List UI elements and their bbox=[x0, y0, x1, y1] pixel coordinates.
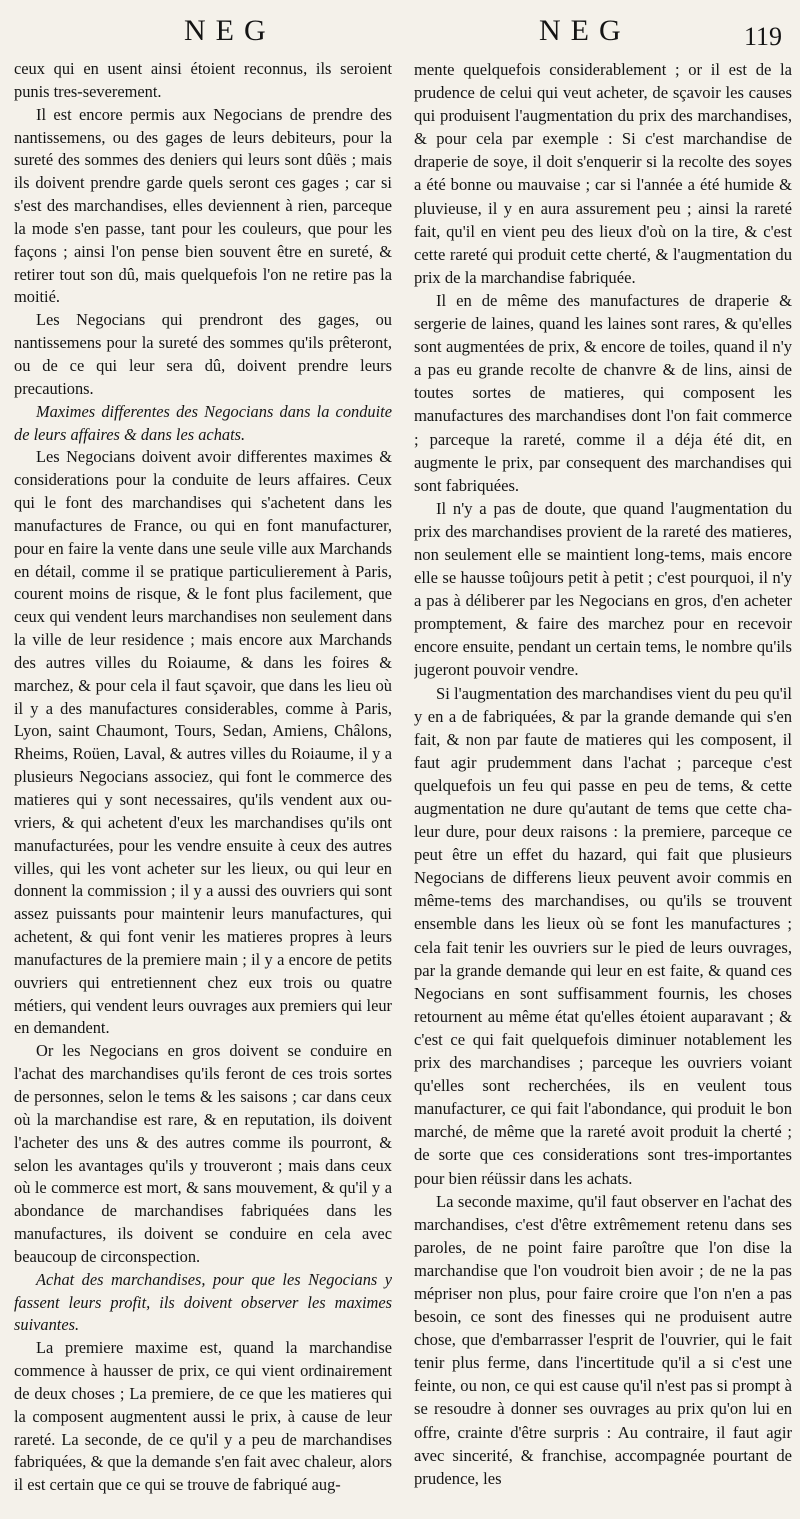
paragraph: Il est encore permis aux Negocians de prendre des nantissemens, ou des gages de leurs debiteurs, pour la sureté des sommes des deniers qui leurs sont dûës ; mais ils doivent prendre garde quels seront ces gages ; car si s'est des marchandises, elles deviennent à rien, parceque la mode s'en passe, tant pour les couleurs, que pour les façons ; ainsi l'on pense bien souvent être en sureté, & retirer tout son dû, mais quelquefois l'on ne retire pas la moitié. bbox=[14, 104, 392, 307]
paragraph: mente quelquefois considerablement ; or il est de la prudence de celui qui veut acheter, de sçavoir les causes qui produisent l'augmentation du prix des marchandises, & pour cela par exemple : Si c'est marchandise de draperie de soye, il doit s'enquerir si la recolte des soyes a été bonne ou mauvaise ; car si l'année a été humide & pluvieuse, il y en aura assurement peu ; ainsi la rareté fait, qu'il en vient peu des lieux d'où on la tire, & c'est cette rareté qui produit cette cherté, & l'augmentation du prix de la marchandise fabriquée. bbox=[414, 60, 792, 287]
right-column bbox=[414, 58, 792, 1511]
paragraph: Il n'y a pas de doute, que quand l'augmentation du prix des marchandises provient de la rareté des matieres, non seulement elle se maintient long-tems, mais encore elle se hausse toûjours petit à petit ; c'est pourquoi, il n'y a pas à déliberer par les Negocians en gros, d'en acheter promptement, & faire des marchez pour en recevoir encore ensuite, pendant un certain tems, le nombre qu'ils jugeront pouvoir vendre. bbox=[414, 498, 792, 680]
paragraph: ceux qui en usent ainsi étoient reconnus, ils seroient punis tres-severement. bbox=[14, 59, 392, 101]
paragraph: Si l'augmentation des marchandises vient du peu qu'il y en a de fabriquées, & par la grande demande qui s'en fait, & non par faute de matieres qui les composent, il faut agir prudemment dans l'achat ; parceque c'est quelquefois un feu qui passe en peu de tems, & cette augmentation ne dure qu'autant de tems que cette chaleur dure, pour deux raisons : la premiere, parceque ce peut être un effet du hazard, qui fait que plusieurs Negocians de differens lieux peuvent avoir commis en même-tems des marchandises, ou qu'ils se trouvent ensemble dans les lieux où se font les manufactures ; cela fait tenir les ouvriers sur le pied de leurs ouvrages, par la grande demande qui leur en est faite, & quand ces Negocians en sont suffisamment fournis, les choses retournent au même état qu'elles étoient auparavant ; & c'est ce qui fait quelquefois diminuer notablement les prix des marchandises ; parceque les ouvriers voiant qu'elles sont recherchées, ils en veulent tous manufacturer, ce qui fait l'abondance, qui produit le bon marché, de même que la rareté avoit produit la cherté ; de sorte que ces considerations sont tres-importantes pour bien réüssir dans les achats. bbox=[414, 683, 792, 1188]
paragraph: Or les Negocians en gros doivent se conduire en l'achat des marchandises qu'ils feront de ces trois sortes de personnes, selon le tems & les saisons ; car dans ceux où la marchandise est rare, & en reputation, ils doivent l'acheter des uns & des autres comme ils pourront, & selon les avantages qu'ils y trouveront ; mais dans ceux où le commerce est mort, & sans mouvement, & qu'il y a abondance de marchandises fabriquées dans les manufactures, ils doivent se conduire en cela avec beaucoup de circonspection. bbox=[14, 1041, 392, 1266]
running-header bbox=[14, 0, 792, 62]
paragraph: Les Negocians qui prendront des gages, ou nantissemens pour la sureté des sommes qu'ils prêteront, ou de ce qui leur sera dû, doivent prendre leurs precautions. bbox=[14, 310, 392, 398]
page-number: 119 bbox=[743, 22, 782, 51]
right-running-head: NEG bbox=[539, 14, 631, 47]
text-columns bbox=[14, 58, 792, 1511]
paragraph: Les Negocians doivent avoir differentes maximes & considerations pour la conduite de leurs affaires. Ceux qui le font des marchandises qui s'achetent dans les manufactures de France, ou qui en font manufacturer, pour en faire la vente dans une seule ville aux Marchands en détail, comme il se pratique particulierement à Paris, courent moins de risque, & le font plus facilement, que ceux qui vendent leurs marchandises non seulement dans la ville de leur residence ; mais encore aux Marchands des autres villes du Roiaume, & dans les foires & marchez, & pour cela il faut sçavoir, que dans les lieu où il y a des manufactures considerables, comme à Paris, Lyon, saint Chaumont, Tours, Sedan, Amiens, Châlons, Rheims, Roüen, Laval, & autres villes du Roiaume, il y a plusieurs Negocians associez, qui font le commerce des matieres qui y sont necessaires, qu'ils vendent aux ouvriers, & qui achetent d'eux les marchandises qu'ils ont manufacturées, pour les vendre ensuite à ceux des autres villes, qui les vont acheter sur les lieux, ou qui leur en donnent la commission ; il y a aussi des ouvriers qui sont assez puissants pour maintenir leurs manufactures, qui achetent, & qui font venir les matieres propres à leurs manufactures de la premiere main ; il y a encore de petits ouvriers qui entretiennent chez eux trois ou quatre métiers, qui vendent leurs ouvrages aux premiers qui leur en demandent. bbox=[14, 447, 392, 1038]
left-column bbox=[14, 58, 392, 1511]
left-running-head: NEG bbox=[184, 14, 276, 47]
paragraph: La seconde maxime, qu'il faut observer en l'achat des marchandises, c'est d'être extrêmement retenu dans ses paroles, de ne point faire paroître que l'on dise la marchandise que l'on voudroit bien avoir ; de ne la pas mépriser non plus, pour faire croire que l'on n'en a pas besoin, ce sont des finesses qui ne produisent autre chose, que d'embarrasser l'esprit de l'ouvrier, qui le fait tenir plus ferme, dans l'incertitude qu'il a si c'est une feinte, ou non, ce qui est cause qu'il n'est pas si prompt à se resoudre à donner ses ouvrages au prix qu'on lui en offre, crainte d'être surpris : Au contraire, il faut agir avec sincerité, & franchise, accompagnée pourtant de prudence, les bbox=[414, 1191, 792, 1488]
section-heading: Maximes differentes des Negocians dans la conduite de leurs affaires & dans les achats. bbox=[14, 401, 392, 444]
paragraph: Il en de même des manufactures de draperie & sergerie de laines, quand les laines sont rares, & qu'elles sont augmentées de prix, & encore de toiles, quand il n'y a pas eu grande recolte de chanvre & de lins, ainsi de toutes sortes de matieres, qui composent les manufactures des marchandises dont l'on fait commerce ; parceque la rareté, comme il a déja été dit, en augmente le prix, par consequent des marchandises qui sont fabriquées. bbox=[414, 290, 792, 495]
section-heading: Achat des marchandises, pour que les Negocians y fassent leurs profit, ils doivent observer les maximes suivantes. bbox=[14, 1269, 392, 1335]
paragraph: La premiere maxime est, quand la marchandise commence à hausser de prix, ce qui vient ordinairement de deux choses ; La premiere, de ce que les matieres qui la composent augmentent aussi le prix, à cause de leur rareté. La seconde, de ce qu'il y a peu de marchandises fabriquées, & que la demande s'en fait avec chaleur, alors il est certain que ce qui se trouve de fabriqué aug- bbox=[14, 1338, 392, 1495]
